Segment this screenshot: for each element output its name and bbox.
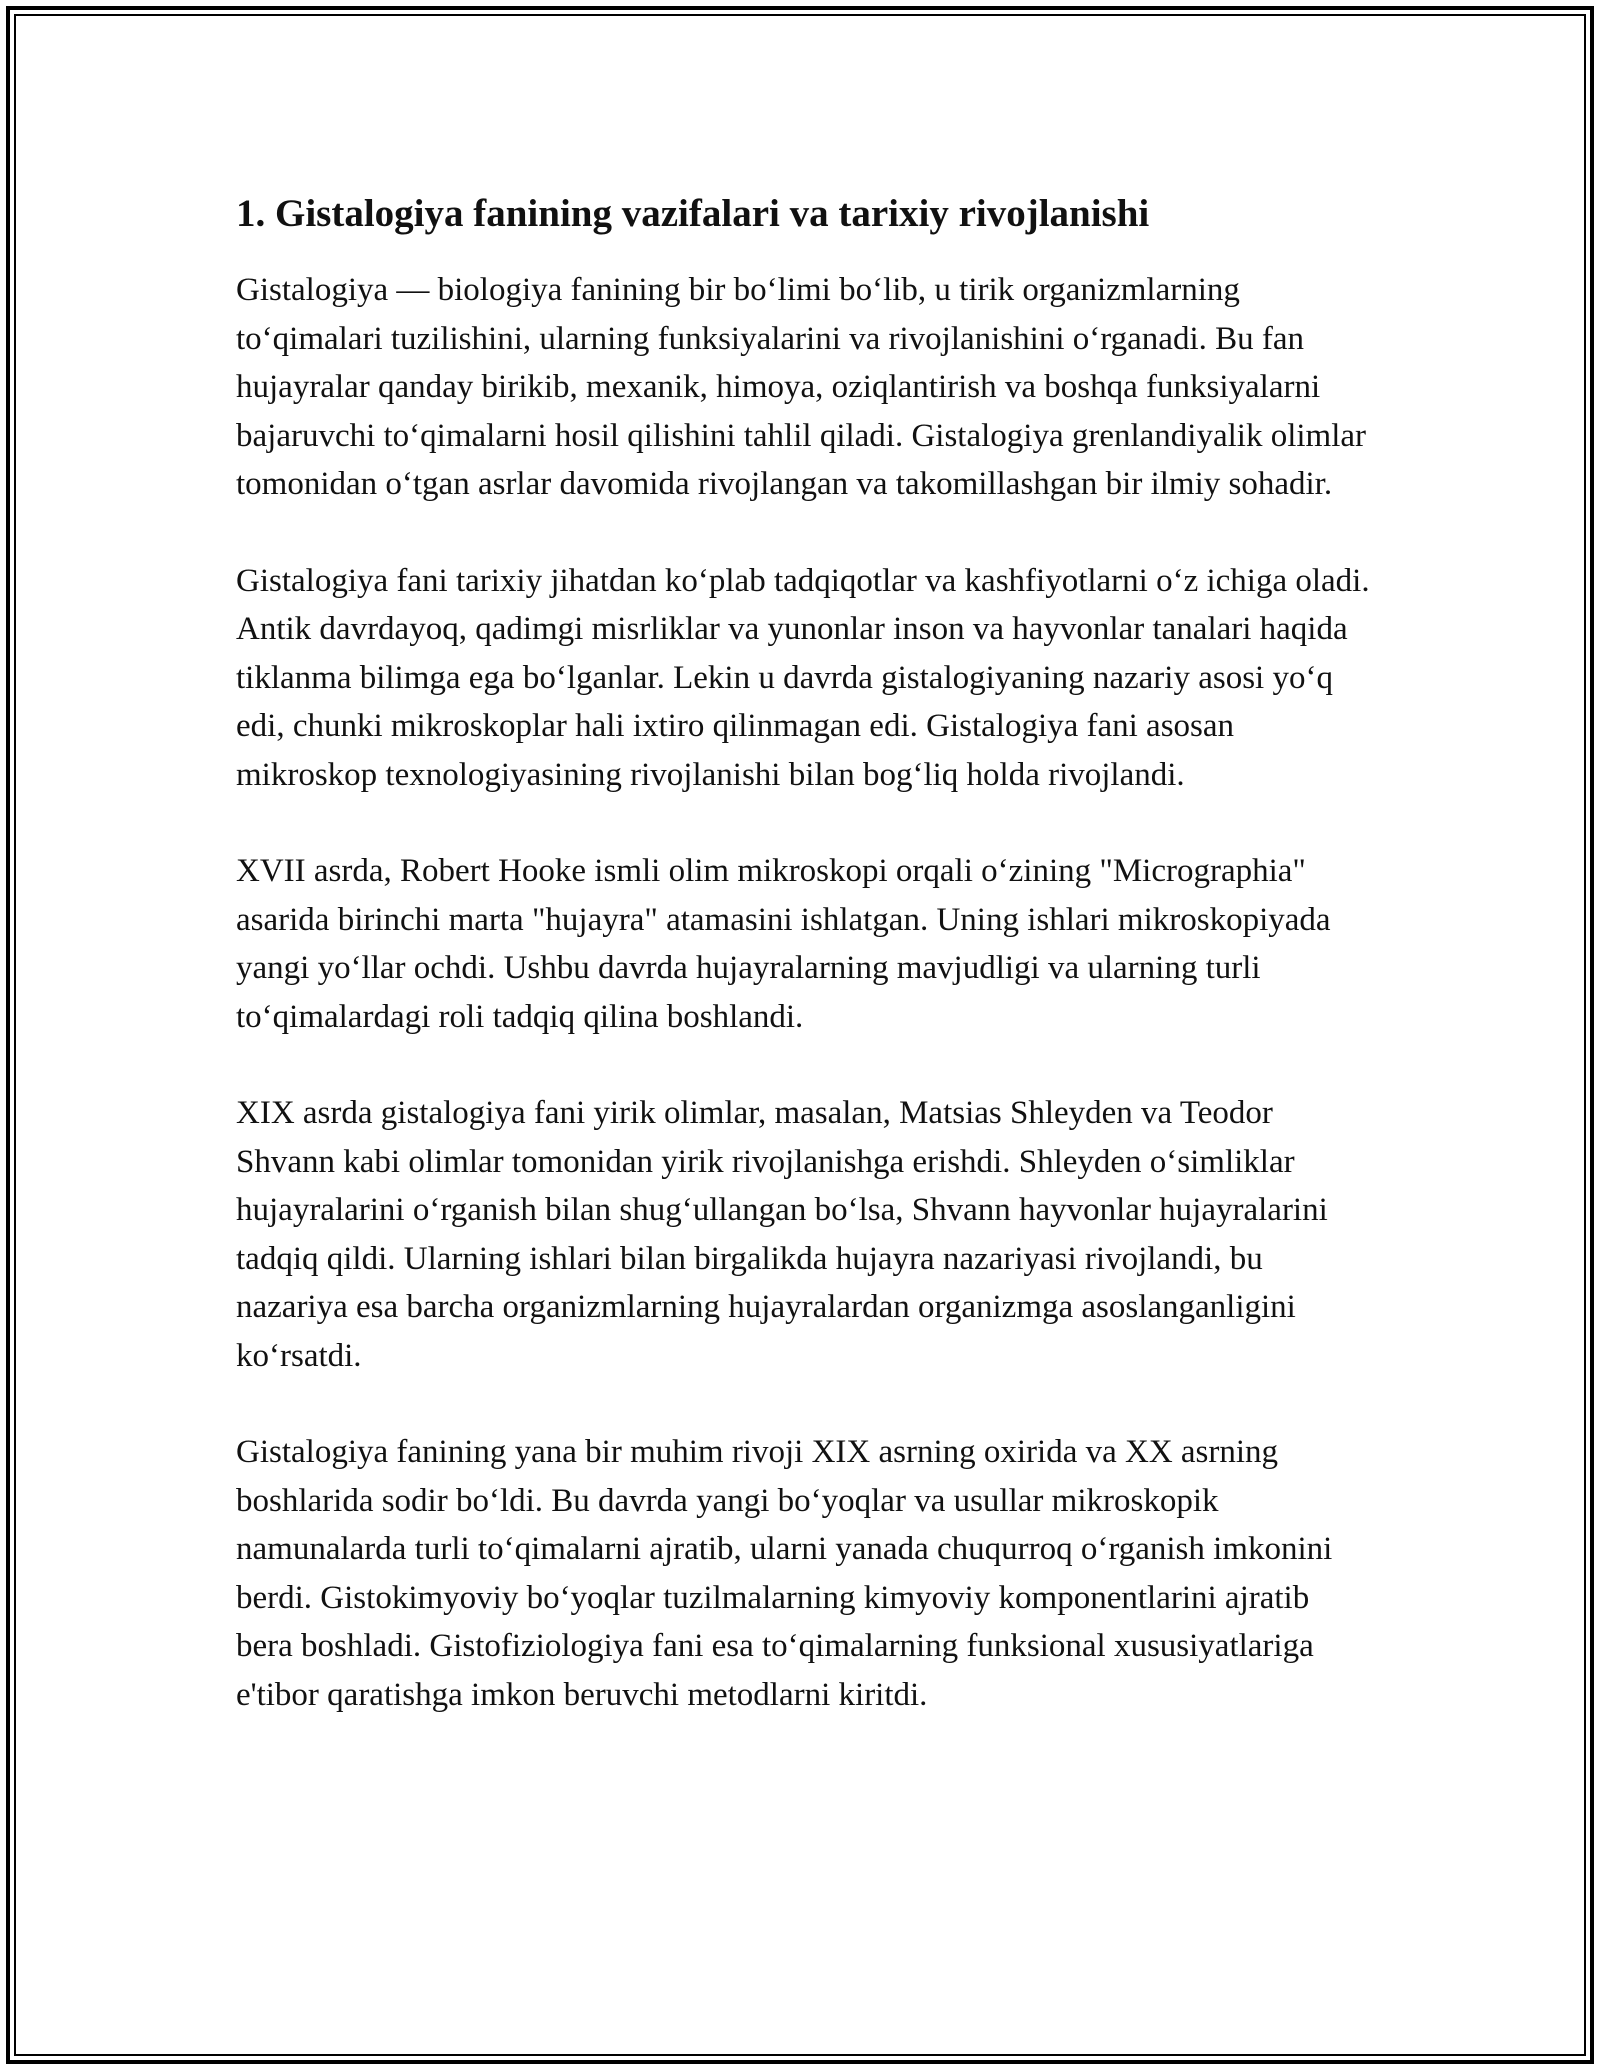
section-heading: 1. Gistalogiya fanining vazifalari va tarixiy rivojlanishi: [236, 192, 1150, 235]
paragraph-1: Gistalogiya — biologiya fanining bir bo‘limi bo‘lib, u tirik organizmlarning to‘qimalari tuzilishini, ularning funksiyalarini va rivojlanishini o‘rganadi. Bu fan hujayralar qanday birikib, mexanik, himoya, oziqlantirish va boshqa funksiyalarni bajaruvchi to‘qimalarni hosil qilishini tahlil qiladi. Gistalogiya grenlandiyalik olimlar tomonidan o‘tgan asrlar davomida rivojlangan va takomillashgan bir ilmiy sohadir.: [236, 272, 1367, 502]
document-body: [236, 186, 1372, 1767]
paragraph-3: XVII asrda, Robert Hooke ismli olim mikroskopi orqali o‘zining "Micrographia" asarida birinchi marta "hujayra" atamasini ishlatgan. Uning ishlari mikroskopiyada yangi yo‘llar ochdi. Ushbu davrda hujayralarning mavjudligi va ularning turli to‘qimalardagi roli tadqiq qilina boshlandi.: [236, 853, 1331, 1035]
paragraph-4: XIX asrda gistalogiya fani yirik olimlar, masalan, Matsias Shleyden va Teodor Shvann kabi olimlar tomonidan yirik rivojlanishga erishdi. Shleyden o‘simliklar hujayralarini o‘rganish bilan shug‘ullangan bo‘lsa, Shvann hayvonlar hujayralarini tadqiq qildi. Ularning ishlari bilan birgalikda hujayra nazariyasi rivojlandi, bu nazariya esa barcha organizmlarning hujayralardan organizmga asoslanganligini ko‘rsatdi.: [236, 1095, 1328, 1374]
paragraph-2: Gistalogiya fani tarixiy jihatdan ko‘plab tadqiqotlar va kashfiyotlarni o‘z ichiga oladi. Antik davrdayoq, qadimgi misrliklar va yunonlar inson va hayvonlar tanalari haqida tiklanma bilimga ega bo‘lganlar. Lekin u davrda gistalogiyaning nazariy asosi yo‘q edi, chunki mikroskoplar hali ixtiro qilinmagan edi. Gistalogiya fani asosan mikroskop texnologiyasining rivojlanishi bilan bog‘liq holda rivojlandi.: [236, 562, 1370, 793]
paragraph-5: Gistalogiya fanining yana bir muhim rivoji XIX asrning oxirida va XX asrning boshlarida sodir bo‘ldi. Bu davrda yangi bo‘yoqlar va usullar mikroskopik namunalarda turli to‘qimalarni ajratib, ularni yanada chuqurroq o‘rganish imkonini berdi. Gistokimyoviy bo‘yoqlar tuzilmalarning kimyoviy komponentlarini ajratib bera boshladi. Gistofiziologiya fani esa to‘qimalarning funksional xususiyatlariga e'tibor qaratishga imkon beruvchi metodlarni kiritdi.: [236, 1434, 1333, 1713]
